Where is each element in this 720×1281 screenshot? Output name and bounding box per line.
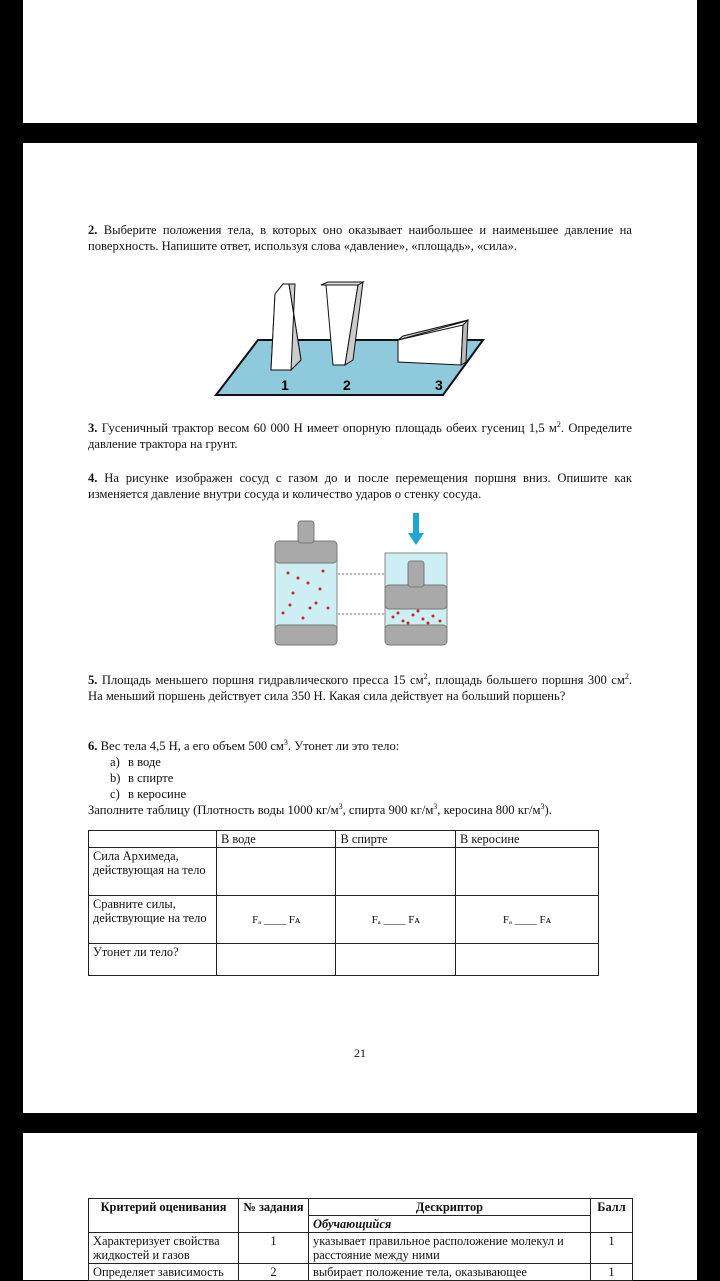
blocks-figure [213, 280, 513, 400]
question-5: 5. Площадь меньшего поршня гидравлического пресса 15 $см^2$, площадь большего поршня 300 $см^2$. На меньший поршень действует сила 350 Н. Какая сила действует на больший поршень? [88, 671, 632, 703]
table-row: Сравните силы, действующие на тело Fₐ ____ Fᴀ Fₐ ____ Fᴀ Fₐ ____ Fᴀ [89, 896, 599, 944]
page-21 [23, 143, 697, 1113]
archimedes-table [88, 830, 599, 976]
table-row: Характеризует свойства жидкостей и газов 1 указывает правильное расположение молекул и расстояние между ними 1 [89, 1233, 633, 1264]
table-row: Определяет зависимость 2 выбирает положение тела, оказывающее 1 [89, 1264, 633, 1281]
option-a: a) в воде [110, 755, 161, 769]
question-6: 6. Вес тела 4,5 Н, а его объем 500 $см^3$. Утонет ли это тело: a) в воде b) в спирте c) в керосине Заполните таблицу (Плотность воды 1000 $кг/м^3$, спирта 900 $кг/м^3$, керосина 800 $кг/м^3$). [88, 738, 632, 818]
question-4: 4. На рисунке изображен сосуд с газом до и после перемещения поршня вниз. Опишите как изменяется давление внутри сосуда и количество ударов о стенку сосуда. [88, 471, 633, 501]
next-page [23, 1133, 697, 1280]
piston-vessels-figure [268, 513, 478, 653]
question-2: 2. Выберите положения тела, в которых оно оказывает наибольшее и наименьшее давление на поверхность. Напишите ответ, используя слова «давление», «площадь», «сила». [88, 223, 632, 253]
figure-label-1: 1 [281, 377, 289, 393]
option-c: c) в керосине [110, 787, 187, 801]
figure-label-3: 3 [435, 377, 443, 393]
previous-page [23, 0, 697, 123]
rubric-table: Критерий оценивания № задания Дескриптор Балл Обучающийся Характеризует свойства жидкостей и газов 1 указывает правильное расположение молекул и расстояние между ними 1 Определяет зависимость 2 выбирает положение тела, оказывающее 1 [88, 1198, 633, 1281]
page-number: 21 [354, 1046, 366, 1060]
table-header-row: В воде В спирте В керосине [89, 831, 599, 848]
fill-table-instruction: Заполните таблицу (Плотность воды 1000 $кг/м^3$, спирта 900 $кг/м^3$, керосина 800 $кг/м^3$). [88, 801, 552, 817]
figure-label-2: 2 [343, 377, 351, 393]
table-row: Утонет ли тело? [89, 944, 599, 976]
question-3: 3. Гусеничный трактор весом 60 000 Н имеет опорную площадь обеих гусениц 1,5 $м^2$. Определите давление трактора на грунт. [88, 419, 633, 451]
table-row: Сила Архимеда, действующая на тело [89, 848, 599, 896]
option-b: b) в спирте [110, 771, 174, 785]
